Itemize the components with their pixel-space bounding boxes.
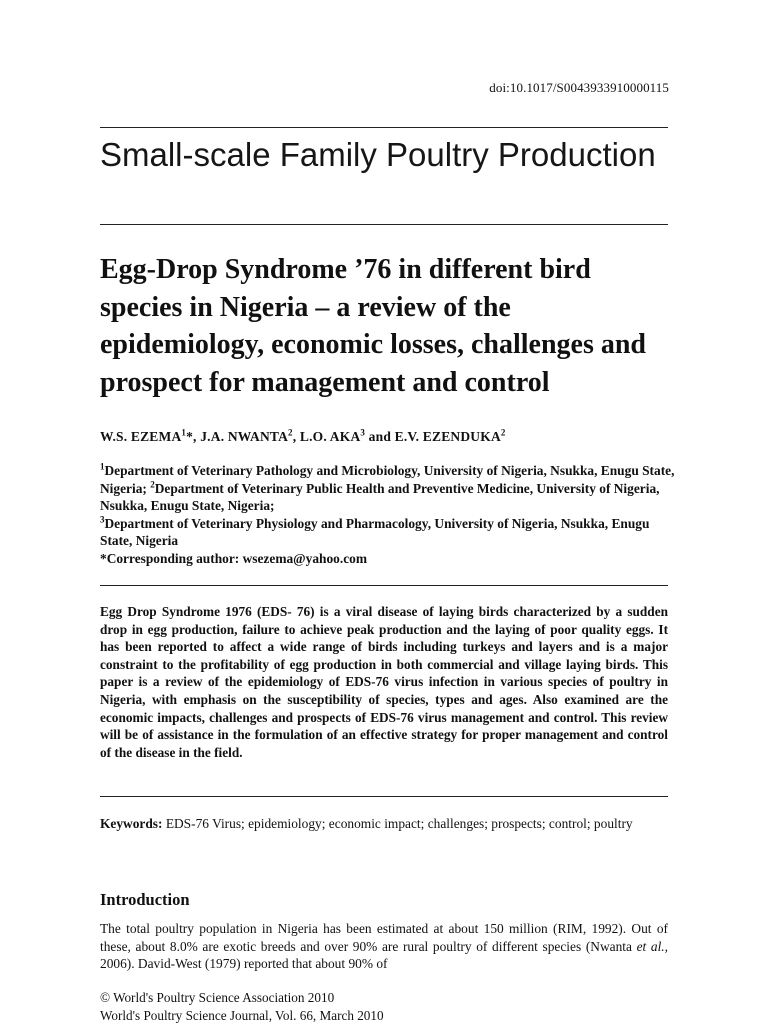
section-heading: Small-scale Family Poultry Production [100, 136, 656, 173]
doi-identifier: doi:10.1017/S0043933910000115 [489, 80, 669, 95]
author-name: L.O. AKA [299, 429, 361, 444]
affiliation-sup: 1 [100, 461, 105, 472]
author-name: W.S. EZEMA [100, 429, 182, 444]
corresponding-author: *Corresponding author: wsezema@yahoo.com [100, 550, 367, 566]
author-affiliation-sup: 2 [288, 427, 293, 438]
introduction-text-continued: 2006). David-West (1979) reported that about 90% of [100, 956, 388, 972]
affiliation-3: Department of Veterinary Physiology and Pharmacology, University of Nigeria, Nsukka, Enugu State, Nigeria [100, 515, 650, 549]
abstract-bottom-divider [100, 796, 668, 797]
author-separator: , [292, 429, 300, 444]
keywords-text: EDS-76 Virus; epidemiology; economic impact; challenges; prospects; control; poultry [162, 816, 633, 831]
journal-citation: World's Poultry Science Journal, Vol. 66, March 2010 [100, 1007, 384, 1023]
affiliations [100, 462, 675, 568]
introduction-text: The total poultry population in Nigeria has been estimated at about 150 million (RIM, 1992). Out of these, about 8.0% are exotic breeds and over 90% are rural poultry of different species (Nwanta [100, 921, 668, 954]
abstract-top-divider [100, 585, 668, 586]
abstract-text: Egg Drop Syndrome 1976 (EDS- 76) is a viral disease of laying birds characterized by a sudden drop in egg production, failure to achieve peak production and the laying of poor quality eggs. It has been reported to affect a wide range of birds including turkeys and layers and is a major constraint to the profitability of egg production in both commercial and village laying birds. This paper is a review of the epidemiology of EDS-76 virus infection in various species of poultry in Nigeria, with emphasis on the susceptibility of species, types and ages. Also examined are the economic impacts, challenges and prospects of EDS-76 virus management and control. This review will be of assistance in the formulation of an effective strategy for proper management and control of the disease in the field. [100, 604, 668, 760]
introduction-body [100, 920, 668, 973]
affiliation-sup: 3 [100, 514, 105, 525]
author-separator: *, [186, 429, 201, 444]
author-name: E.V. EZENDUKA [394, 429, 501, 444]
affiliation-sup: 2 [150, 479, 155, 490]
author-separator: and [365, 429, 395, 444]
top-divider [100, 127, 668, 128]
copyright-line: © World's Poultry Science Association 2010 [100, 990, 335, 1005]
affiliation-1: Department of Veterinary Pathology and Microbiology, University of Nigeria, Nsukka, Enugu State, Nigeria; [100, 463, 675, 496]
introduction-heading: Introduction [100, 890, 190, 909]
page-footer [100, 989, 668, 1024]
section-divider [100, 224, 668, 225]
author-list [100, 429, 668, 445]
keywords-label: Keywords: [100, 816, 163, 831]
introduction-citation-italic: et al., [636, 938, 668, 954]
affiliation-2: Department of Veterinary Public Health and Preventive Medicine, University of Nigeria, Nsukka, Enugu State, Nigeria; [100, 480, 660, 514]
article-title: Egg-Drop Syndrome ’76 in different bird species in Nigeria – a review of the epidemiology, economic losses, challenges and prospect for management and control [100, 254, 646, 398]
author-affiliation-sup: 2 [500, 427, 506, 438]
author-name: J.A. NWANTA [200, 429, 289, 444]
author-affiliation-sup: 1 [181, 427, 187, 438]
author-affiliation-sup: 3 [360, 427, 366, 438]
keywords [100, 815, 668, 833]
